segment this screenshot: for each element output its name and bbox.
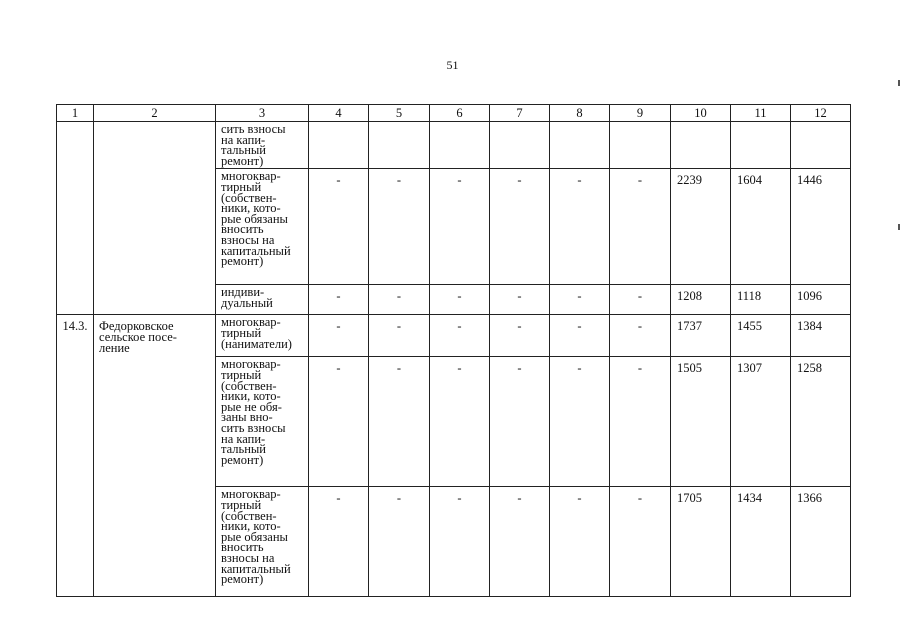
housing-type-line: ремонт) — [221, 572, 264, 587]
empty-value-cell: - — [550, 285, 610, 315]
empty-value-cell: - — [369, 285, 430, 315]
header-cell: 11 — [731, 105, 791, 122]
empty-value-cell: - — [430, 285, 490, 315]
empty-value-cell: - — [610, 487, 671, 597]
housing-type-line: тирный — [221, 179, 262, 194]
empty-value-cell: - — [369, 487, 430, 597]
table-row — [57, 315, 851, 357]
housing-type-cell — [216, 285, 309, 315]
empty-value-cell: - — [490, 357, 550, 487]
housing-type-line: индиви- — [221, 285, 265, 300]
housing-type-line: рые обязаны — [221, 211, 288, 226]
housing-type-line: многоквар- — [221, 315, 281, 330]
empty-value-cell: - — [490, 169, 550, 285]
empty-value-cell: - — [550, 169, 610, 285]
housing-type-line: тальный — [221, 143, 266, 158]
empty-value-cell: - — [490, 487, 550, 597]
header-row — [57, 105, 851, 122]
empty-value-cell: - — [369, 357, 430, 487]
empty-value-cell — [490, 122, 550, 169]
housing-type-line: тирный — [221, 325, 262, 340]
empty-value-cell: - — [430, 357, 490, 487]
housing-type-line: вносить — [221, 540, 264, 555]
settlement-cell — [94, 315, 216, 597]
empty-value-cell: - — [550, 357, 610, 487]
housing-type-line: сить взносы — [221, 122, 286, 136]
tariff-table — [56, 104, 851, 597]
header-cell: 1 — [57, 105, 94, 122]
housing-type-line: заны вно- — [221, 410, 273, 425]
housing-type-cell — [216, 169, 309, 285]
value-cell: 1434 — [731, 487, 791, 597]
table-row — [57, 122, 851, 169]
empty-value-cell: - — [610, 315, 671, 357]
value-cell: 1455 — [731, 315, 791, 357]
header-cell: 2 — [94, 105, 216, 122]
empty-value-cell: - — [430, 169, 490, 285]
settlement-line: Федорковское — [99, 319, 174, 334]
header-cell: 6 — [430, 105, 490, 122]
housing-type-line: взносы на — [221, 550, 275, 565]
value-cell: 1096 — [791, 285, 851, 315]
housing-type-cell — [216, 122, 309, 169]
header-cell: 7 — [490, 105, 550, 122]
housing-type-line: ремонт) — [221, 452, 264, 467]
header-cell: 4 — [309, 105, 369, 122]
empty-value-cell: - — [550, 315, 610, 357]
scan-mark — [898, 80, 900, 86]
value-cell — [731, 122, 791, 169]
page-number: 51 — [446, 58, 459, 72]
row-number-cell: 14.3. — [57, 315, 94, 597]
housing-type-line: сить взносы — [221, 420, 286, 435]
value-cell: 1446 — [791, 169, 851, 285]
value-cell: 2239 — [671, 169, 731, 285]
housing-type-cell — [216, 487, 309, 597]
value-cell: 1505 — [671, 357, 731, 487]
settlement-line: сельское посе- — [99, 329, 177, 344]
housing-type-line: на капи- — [221, 431, 266, 446]
housing-type-line: ремонт) — [221, 153, 264, 168]
row-number-cell — [57, 122, 94, 315]
housing-type-line: капитальный — [221, 243, 291, 258]
empty-value-cell — [610, 122, 671, 169]
housing-type-line: многоквар- — [221, 357, 281, 372]
settlement-line: ление — [99, 340, 130, 355]
housing-type-line: капитальный — [221, 561, 291, 576]
empty-value-cell: - — [309, 487, 369, 597]
empty-value-cell — [550, 122, 610, 169]
housing-type-line: на капи- — [221, 132, 266, 147]
empty-value-cell: - — [550, 487, 610, 597]
empty-value-cell: - — [309, 357, 369, 487]
empty-value-cell: - — [309, 169, 369, 285]
housing-type-cell — [216, 315, 309, 357]
housing-type-line: ники, кото- — [221, 389, 281, 404]
empty-value-cell: - — [430, 487, 490, 597]
value-cell — [671, 122, 731, 169]
housing-type-line: многоквар- — [221, 487, 281, 502]
value-cell: 1604 — [731, 169, 791, 285]
empty-value-cell: - — [309, 285, 369, 315]
scan-mark — [898, 224, 900, 230]
housing-type-line: многоквар- — [221, 169, 281, 184]
settlement-cell — [94, 122, 216, 315]
value-cell: 1208 — [671, 285, 731, 315]
housing-type-line: ремонт) — [221, 254, 264, 269]
empty-value-cell: - — [369, 315, 430, 357]
housing-type-cell — [216, 357, 309, 487]
value-cell: 1118 — [731, 285, 791, 315]
empty-value-cell: - — [309, 315, 369, 357]
housing-type-line: дуальный — [221, 295, 273, 310]
empty-value-cell: - — [610, 169, 671, 285]
housing-type-line: (собствен- — [221, 190, 277, 205]
empty-value-cell: - — [490, 315, 550, 357]
value-cell — [791, 122, 851, 169]
value-cell: 1384 — [791, 315, 851, 357]
empty-value-cell — [430, 122, 490, 169]
housing-type-line: вносить — [221, 222, 264, 237]
empty-value-cell: - — [610, 285, 671, 315]
header-cell: 9 — [610, 105, 671, 122]
housing-type-line: рые обязаны — [221, 529, 288, 544]
housing-type-line: рые не обя- — [221, 399, 282, 414]
header-cell: 10 — [671, 105, 731, 122]
value-cell: 1366 — [791, 487, 851, 597]
value-cell: 1737 — [671, 315, 731, 357]
header-cell: 12 — [791, 105, 851, 122]
housing-type-line: (наниматели) — [221, 336, 292, 351]
empty-value-cell: - — [430, 315, 490, 357]
empty-value-cell — [309, 122, 369, 169]
housing-type-line: ники, кото- — [221, 201, 281, 216]
value-cell: 1307 — [731, 357, 791, 487]
housing-type-line: тальный — [221, 442, 266, 457]
housing-type-line: тирный — [221, 367, 262, 382]
header-cell: 8 — [550, 105, 610, 122]
housing-type-line: тирный — [221, 497, 262, 512]
header-cell: 5 — [369, 105, 430, 122]
empty-value-cell: - — [490, 285, 550, 315]
housing-type-line: ники, кото- — [221, 519, 281, 534]
housing-type-line: взносы на — [221, 232, 275, 247]
housing-type-line: (собствен- — [221, 508, 277, 523]
empty-value-cell — [369, 122, 430, 169]
value-cell: 1258 — [791, 357, 851, 487]
empty-value-cell: - — [610, 357, 671, 487]
value-cell: 1705 — [671, 487, 731, 597]
housing-type-line: (собствен- — [221, 378, 277, 393]
header-cell: 3 — [216, 105, 309, 122]
empty-value-cell: - — [369, 169, 430, 285]
